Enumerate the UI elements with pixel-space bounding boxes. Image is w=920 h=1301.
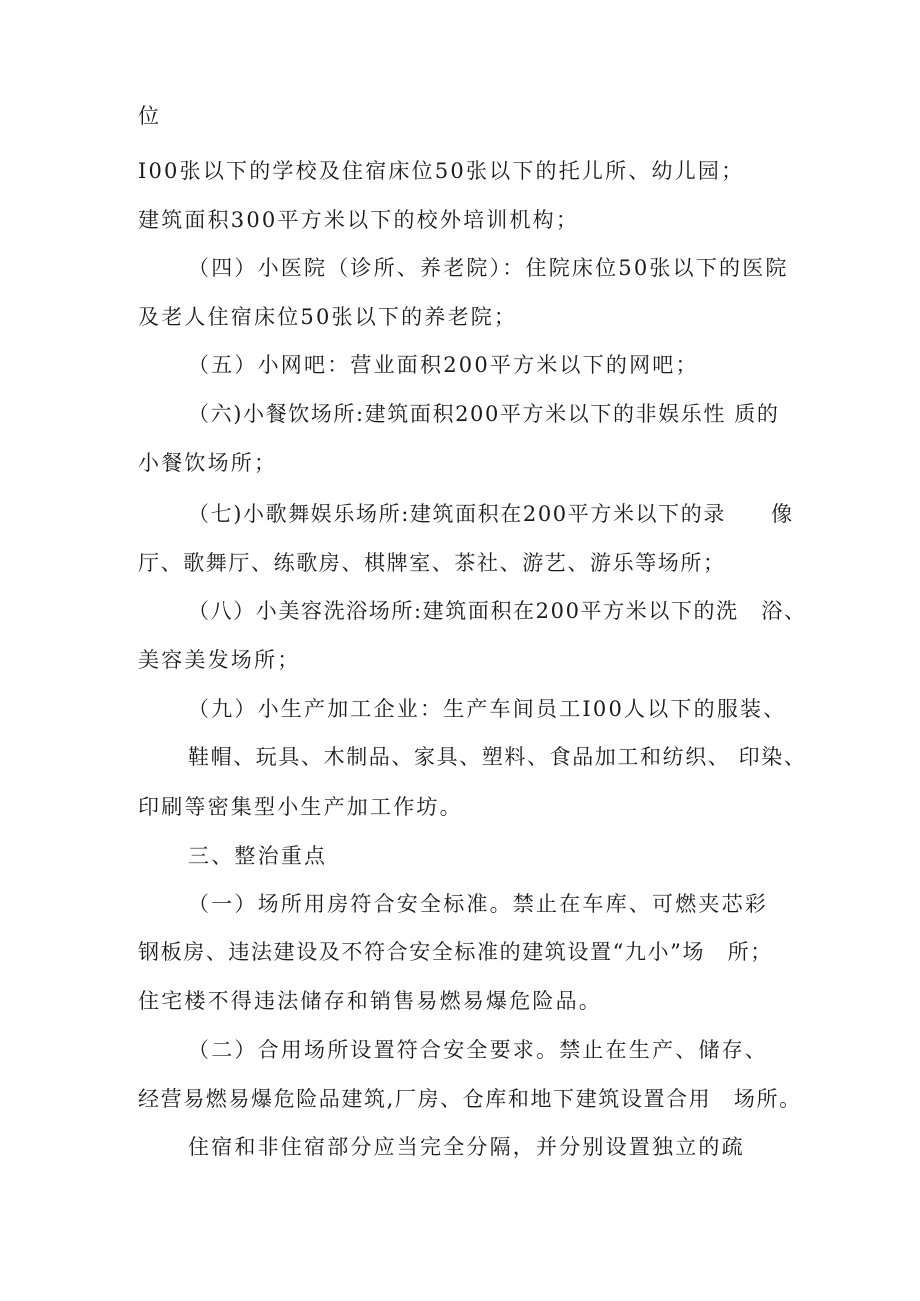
text-line: 鞋帽、玩具、木制品、家具、塑料、食品加工和纺织、 印染、 [188,745,807,769]
text-line: 经营易燃易爆危险品建筑,厂房、仓库和地下建筑设置合用 场所。 [138,1087,802,1111]
text-line: 印刷等密集型小生产加工作坊。 [138,795,463,819]
text-line: 位 [138,104,162,128]
text-line: 小餐饮场所； [138,451,278,475]
text-line: （二）合用场所设置符合安全要求。禁止在生产、储存、 [188,1038,768,1062]
text-line: 及老人住宿床位50张以下的养老院； [138,305,518,329]
text-line: （八）小美容洗浴场所:建筑面积在200平方米以下的洗 浴、 [188,599,807,623]
text-line: （六)小餐饮场所:建筑面积200平方米以下的非娱乐性 质的 [188,402,780,426]
section-heading: 三、整治重点 [188,844,328,868]
text-line: 厅、歌舞厅、练歌房、棋牌室、茶社、游艺、游乐等场所； [138,551,726,575]
text-line: 住宅楼不得违法储存和销售易燃易爆危险品。 [138,989,602,1013]
text-line: 住宿和非住宿部分应当完全分隔，并分别设置独立的疏 [188,1135,745,1159]
text-line: （四）小医院（诊所、养老院）：住院床位50张以下的医院 [188,256,789,280]
text-line: （七)小歌舞娱乐场所:建筑面积在200平方米以下的录 像 [188,502,794,526]
text-line: （九）小生产加工企业：生产车间员工I00人以下的服装、 [188,697,787,721]
text-line: （五）小网吧：营业面积200平方米以下的网吧； [188,353,699,377]
text-line: 美容美发场所； [138,648,301,672]
text-line: I00张以下的学校及住宿床位50张以下的托儿所、幼儿园； [138,159,745,183]
text-line: 钢板房、违法建设及不符合安全标准的建筑设置“九小”场 所； [138,940,773,964]
text-line: 建筑面积300平方米以下的校外培训机构； [138,208,580,232]
text-line: （一）场所用房符合安全标准。禁止在车库、可燃夹芯彩 [188,892,768,916]
